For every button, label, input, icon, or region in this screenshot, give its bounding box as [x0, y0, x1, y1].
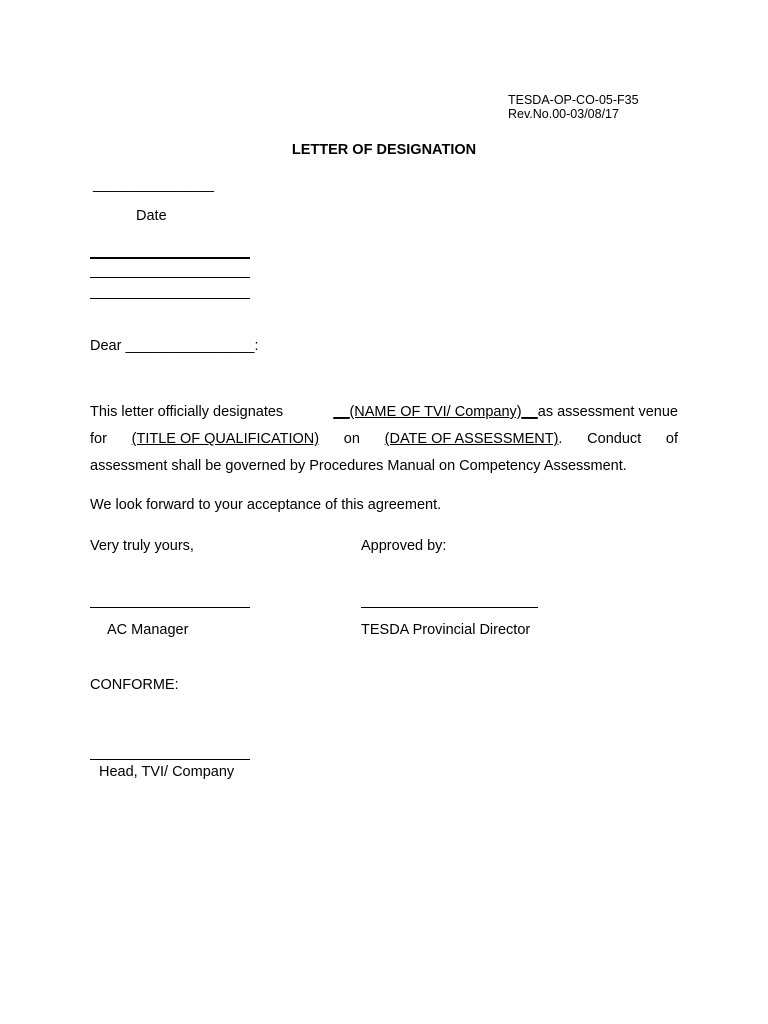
conforme-label: CONFORME:: [90, 677, 179, 693]
paragraph2: We look forward to your acceptance of this agreement.: [90, 497, 442, 513]
revision-number: Rev.No.00-03/08/17: [508, 107, 619, 121]
date-placeholder-group: (DATE OF ASSESSMENT).: [384, 431, 563, 447]
conduct-text: Conduct: [587, 431, 642, 447]
venue-text: as assessment venue: [537, 404, 678, 420]
provincial-director-label: TESDA Provincial Director: [361, 622, 531, 638]
signature-line-provincial-director: [361, 607, 538, 608]
for-text: for: [90, 431, 107, 447]
date-label: Date: [136, 208, 167, 224]
paragraph1-line3: assessment shall be governed by Procedures Manual on Competency Assessment.: [90, 458, 627, 474]
signature-line-ac-manager: [90, 607, 250, 608]
head-tvi-label: Head, TVI/ Company: [99, 764, 235, 780]
page-title: LETTER OF DESIGNATION: [291, 142, 477, 158]
signature-line-head-tvi: [90, 759, 250, 760]
ac-manager-label: AC Manager: [107, 622, 189, 638]
closing-text: Very truly yours,: [90, 538, 194, 554]
on-text: on: [343, 431, 360, 447]
address-line-3: [90, 298, 250, 299]
address-line-1: [90, 257, 250, 259]
of-text: of: [665, 431, 678, 447]
approved-by-label: Approved by:: [361, 538, 447, 554]
qualification-placeholder: (TITLE OF QUALIFICATION): [131, 431, 320, 447]
designates-text: This letter officially designates: [90, 404, 284, 420]
address-line-2: [90, 277, 250, 278]
paragraph1-line1: [90, 404, 678, 420]
paragraph1-line2: [90, 431, 678, 447]
form-code: TESDA-OP-CO-05-F35: [508, 93, 639, 107]
assessment-date-placeholder: (DATE OF ASSESSMENT): [384, 431, 559, 447]
salutation: Dear ________________:: [90, 338, 259, 354]
date-blank: _______________: [93, 177, 214, 193]
tvi-placeholder: __(NAME OF TVI/ Company)__as assessment venue: [333, 404, 678, 420]
